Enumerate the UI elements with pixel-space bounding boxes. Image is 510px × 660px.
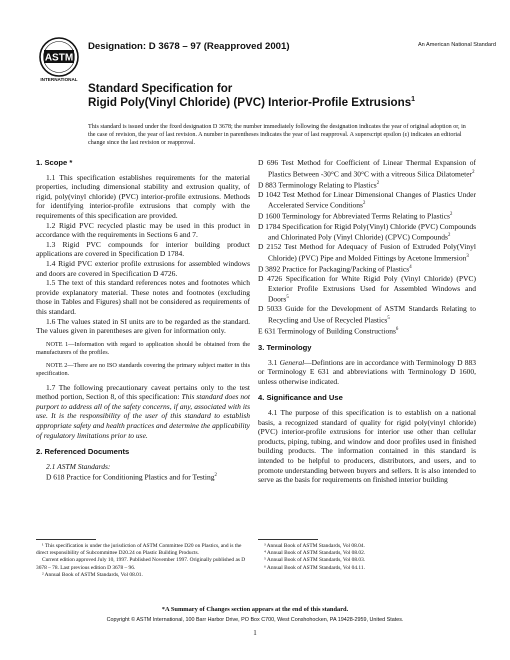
para-1-2: 1.2 Rigid PVC recycled plastic may be used in this product in accordance with the requirements in Sections 6 and 7. <box>36 220 250 240</box>
designation: Designation: D 3678 – 97 (Reapproved 2001) <box>88 41 290 52</box>
para-1-3: 1.3 Rigid PVC compounds for interior building product applications are covered in Specification D 1784. <box>36 239 250 259</box>
reference-item: D 883 Terminology Relating to Plastics$^2$ <box>258 180 380 190</box>
para-1-1: 1.1 This specification establishes requirements for the material properties, including dimensional stability and extrusion quality, of rigid, poly(vinyl chloride) (PVC) interior-profile extrusions. Methods for identifying interior-profile extrusions that comply with the requirements of this specification are provided. <box>36 172 250 220</box>
reference-item: D 5033 Guide for the Development of ASTM Standards Relating to Recycling and Use of Recycled Plastics$^5$ <box>258 304 476 325</box>
reference-item: D 3892 Practice for Packaging/Packing of Plastics$^4$ <box>258 264 412 274</box>
footnote: ⁵ Annual Book of ASTM Standards, Vol 08.03. <box>264 557 366 564</box>
reference-item: D 696 Test Method for Coefficient of Linear Thermal Expansion of Plastics Between -30°C and 30°C with a vitreous Silica Dilatometer$^2$ <box>258 158 476 179</box>
note-1: NOTE 1—Information with regard to application should be obtained from the manufacturers of the profiles. <box>36 340 250 356</box>
logo-text: ASTM <box>44 52 74 64</box>
reference-item: D 4726 Specification for White Rigid Poly (Vinyl Chloride) (PVC) Exterior Profile Extrusions Used for Assembled Windows and Doors$^5$ <box>258 274 476 304</box>
footnotes-left <box>36 543 250 579</box>
summary-of-changes-note: *A Summary of Changes section appears at the end of this standard. <box>161 606 349 613</box>
right-column <box>258 158 476 485</box>
footnote: ⁶ Annual Book of ASTM Standards, Vol 04.11. <box>264 564 365 571</box>
issuance-note: This standard is issued under the fixed designation D 3678; the number immediately following the designation indicates the year of original adoption or, in the case of revision, the year of last revision. A number in parentheses indicates the year of last reapproval. A superscript epsilon (ε) indicates an editorial change since the last revision or reapproval. <box>88 124 466 147</box>
terminology-heading: 3. Terminology <box>258 343 312 353</box>
reference-list <box>258 158 476 336</box>
para-1-4: 1.4 Rigid PVC exterior profile extrusions for assembled windows and doors are covered in Specification D 4726. <box>36 258 250 278</box>
logo-subtext: INTERNATIONAL <box>40 77 78 82</box>
astm-standards-subheading: 2.1 ASTM Standards: <box>46 461 111 471</box>
footnote: ⁴ Annual Book of ASTM Standards, Vol 08.02. <box>264 550 366 557</box>
page-number: 1 <box>253 629 257 637</box>
note-2: NOTE 2—There are no ISO standards covering the primary subject matter in this specification. <box>36 361 250 377</box>
astm-logo <box>38 36 80 82</box>
title-line-1: Standard Specification for <box>88 82 233 95</box>
para-3-1: 3.1 General—Defintions are in accordance with Terminology D 883 or Terminology E 631 and abbreviations with Terminology D 1600, unless otherwise indicated. <box>258 357 477 386</box>
footnote: ³ Annual Book of ASTM Standards, Vol 08.04. <box>264 543 365 549</box>
ref-d618: D 618 Practice for Conditioning Plastics and for Testing$^2$ <box>46 472 217 482</box>
footnote: Current edition approved July 10, 1997. Published November 1997. Originally published as D 3678 – 78. Last previous edition D 3678 – 96. <box>36 557 246 571</box>
title-line-2: Rigid Poly(Vinyl Chloride) (PVC) Interior-Profile Extrusions$^1$ <box>88 96 416 109</box>
footnotes-right <box>258 543 458 572</box>
referenced-documents-heading: 2. Referenced Documents <box>36 447 130 457</box>
left-column <box>36 158 250 483</box>
footnote-divider-right <box>258 539 318 540</box>
reference-item: D 1784 Specification for Rigid Poly(Vinyl) Chloride (PVC) Compounds and Chlorinated Poly (Vinyl Chloride) (CPVC) Compounds$^2$ <box>258 221 476 242</box>
reference-item: D 1600 Terminology for Abbreviated Terms Relating to Plastics$^2$ <box>258 211 453 221</box>
reference-item: D 2152 Test Method for Adequacy of Fusion of Extruded Poly(Vinyl Chloride) (PVC) Pipe and Molded Fittings by Acetone Immersion$^3$ <box>258 242 476 263</box>
publisher-note: An American National Standard <box>417 42 496 48</box>
significance-heading: 4. Significance and Use <box>258 393 343 403</box>
footnote-divider-left <box>36 539 96 540</box>
footnote: ² Annual Book of ASTM Standards, Vol 08.01. <box>42 571 143 578</box>
copyright-footer: Copyright © ASTM International, 100 Barr Harbor Drive, PO Box C700, West Conshohocken, PA 19428-2959, United States. <box>106 617 404 623</box>
para-1-5: 1.5 The text of this standard references notes and footnotes which provide explanatory material. These notes and footnotes (excluding those in Tables and Figures) shall not be considered as requirements of this standard. <box>36 278 250 316</box>
reference-item: E 631 Terminology of Building Constructions$^6$ <box>258 326 399 336</box>
footnote: ¹ This specification is under the jurisdiction of ASTM Committee D20 on Plastics, and is the direct responsibility of Subcommittee D20.24 on Plastic Building Products. <box>36 543 242 557</box>
reference-item: D 1042 Test Method for Linear Dimensional Changes of Plastics Under Accelerated Service Conditions$^2$ <box>258 189 476 210</box>
scope-heading: 1. Scope * <box>36 158 73 167</box>
para-4-1: 4.1 The purpose of this specification is to establish on a national basis, a recognized standard of quality for rigid poly(vinyl chloride) (PVC) interior-profile extrusions for interior use other than cellular products, piping, tubing, and window and door profiles used in finished building products. The information contained in this standard is intended to be helpful to producers, distributors, and users, and to promote understanding between buyers and sellers. It is also intended to serve as the basis for requirements on finished interior building <box>258 408 476 485</box>
para-1-7: 1.7 The following precautionary caveat pertains only to the test method portion, Section 8, of this specification: This standard does not purport to address all of the safety concerns, if any, associated with its use. It is the responsibility of the user of this standard to establish appropriate safety and health practices and determine the applicability of regulatory limitations prior to use. <box>36 382 250 440</box>
para-1-6: 1.6 The values stated in SI units are to be regarded as the standard. The values given in parentheses are given for information only. <box>36 316 250 336</box>
